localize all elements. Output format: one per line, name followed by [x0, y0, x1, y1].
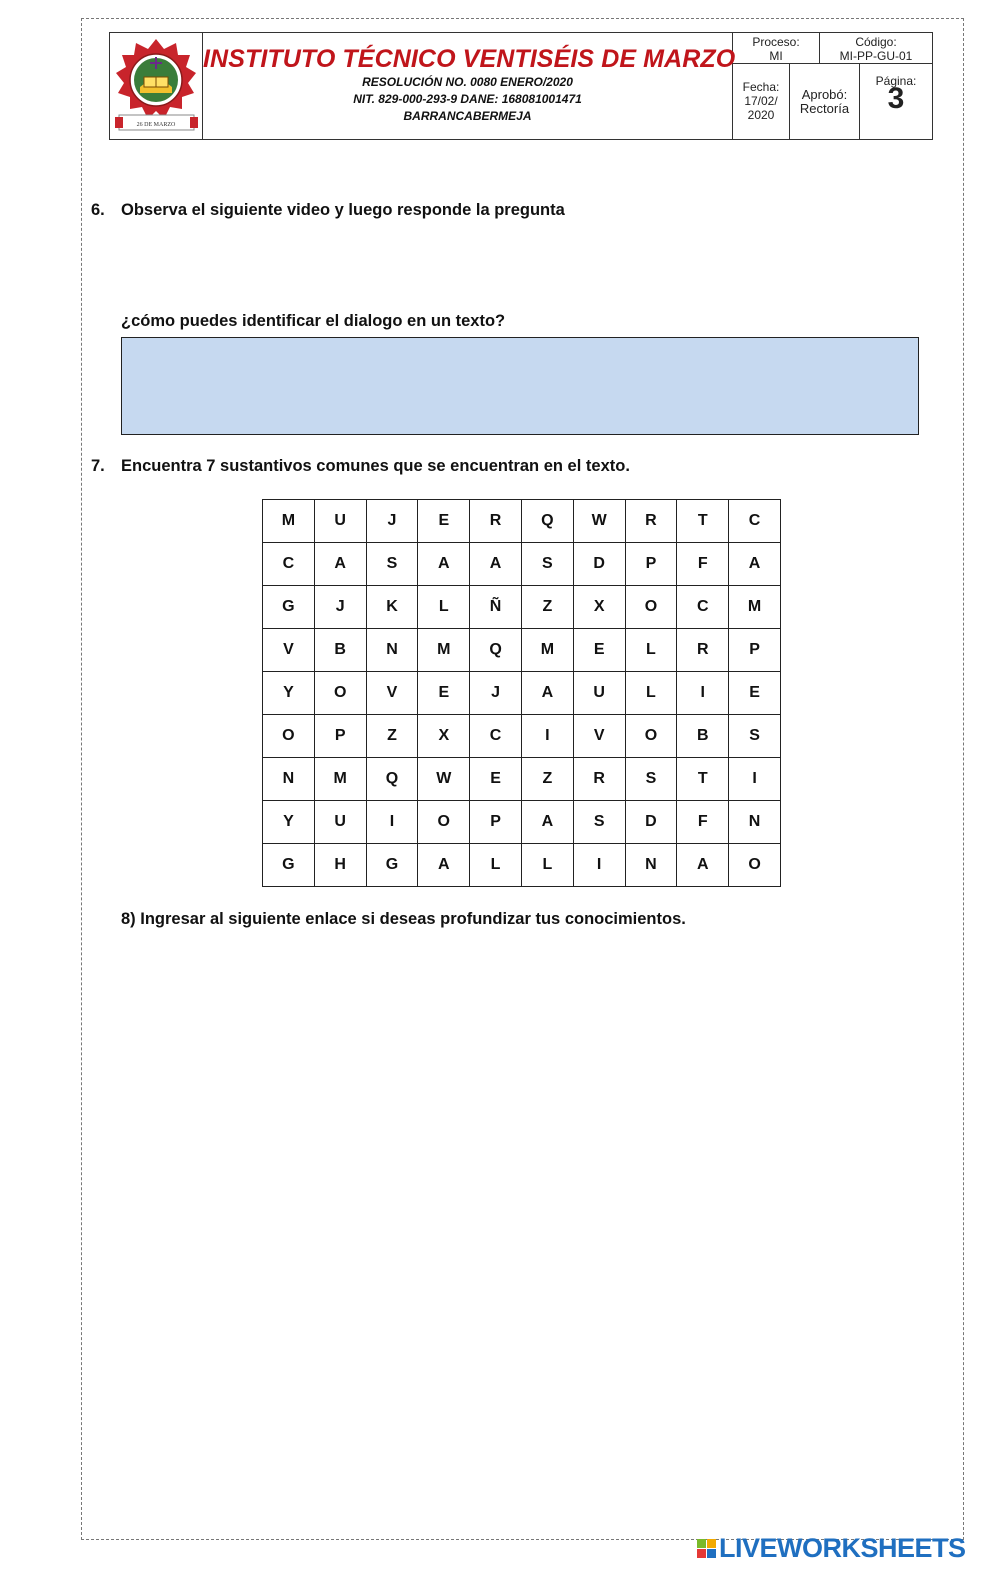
proceso-cell — [733, 33, 820, 64]
grid-cell[interactable]: L — [625, 629, 677, 672]
grid-cell[interactable]: M — [418, 629, 470, 672]
city-text: BARRANCABERMEJA — [403, 109, 532, 123]
fecha-cell — [733, 64, 790, 139]
grid-cell[interactable]: Q — [470, 629, 522, 672]
document-header — [109, 32, 933, 140]
grid-row — [263, 715, 781, 758]
grid-cell[interactable]: C — [729, 500, 781, 543]
grid-cell[interactable]: V — [366, 672, 418, 715]
grid-cell[interactable]: S — [521, 543, 573, 586]
grid-cell[interactable]: P — [470, 801, 522, 844]
question-6-number: 6. — [91, 201, 105, 219]
grid-cell[interactable]: O — [263, 715, 315, 758]
institution-name: INSTITUTO TÉCNICO VENTISÉIS DE MARZO — [203, 45, 736, 73]
grid-row — [263, 500, 781, 543]
grid-cell[interactable]: L — [625, 672, 677, 715]
fecha-label: Fecha: — [742, 80, 780, 94]
grid-cell[interactable]: T — [677, 758, 729, 801]
grid-cell[interactable]: M — [314, 758, 366, 801]
grid-cell[interactable]: A — [418, 844, 470, 887]
grid-cell[interactable]: Q — [366, 758, 418, 801]
grid-cell[interactable]: T — [677, 500, 729, 543]
grid-row — [263, 844, 781, 887]
grid-cell[interactable]: L — [418, 586, 470, 629]
grid-cell[interactable]: I — [677, 672, 729, 715]
proceso-label: Proceso: — [752, 35, 800, 49]
grid-cell[interactable]: J — [314, 586, 366, 629]
grid-cell[interactable]: O — [625, 586, 677, 629]
grid-cell[interactable]: G — [366, 844, 418, 887]
grid-cell[interactable]: S — [729, 715, 781, 758]
grid-cell[interactable]: S — [573, 801, 625, 844]
grid-cell[interactable]: P — [729, 629, 781, 672]
word-search-grid — [262, 499, 781, 887]
grid-cell[interactable]: C — [677, 586, 729, 629]
grid-row — [263, 758, 781, 801]
grid-cell[interactable]: A — [521, 801, 573, 844]
grid-cell[interactable]: U — [573, 672, 625, 715]
answer-input[interactable] — [121, 337, 919, 435]
grid-cell[interactable]: C — [263, 543, 315, 586]
brand-logo-icon — [697, 1539, 716, 1558]
grid-cell[interactable]: G — [263, 844, 315, 887]
nit-dane-text: NIT. 829-000-293-9 DANE: 168081001471 — [353, 92, 582, 106]
question-6 — [91, 201, 565, 220]
grid-cell[interactable]: A — [418, 543, 470, 586]
grid-cell[interactable]: U — [314, 801, 366, 844]
grid-cell[interactable]: E — [573, 629, 625, 672]
grid-cell[interactable]: P — [625, 543, 677, 586]
aprobo-value: Rectoría — [799, 101, 850, 116]
grid-cell[interactable]: I — [366, 801, 418, 844]
codigo-cell — [820, 33, 932, 64]
pagina-label: Página: — [875, 74, 917, 88]
grid-cell[interactable]: S — [625, 758, 677, 801]
question-8: 8) Ingresar al siguiente enlace si deseas profundizar tus conocimientos. — [121, 910, 686, 928]
grid-cell[interactable]: F — [677, 543, 729, 586]
grid-cell[interactable]: U — [314, 500, 366, 543]
question-6-text: Observa el siguiente video y luego responde la pregunta — [121, 201, 565, 219]
grid-cell[interactable]: A — [729, 543, 781, 586]
grid-cell[interactable]: E — [470, 758, 522, 801]
grid-cell[interactable]: N — [263, 758, 315, 801]
grid-cell[interactable]: Ñ — [470, 586, 522, 629]
grid-cell[interactable]: J — [470, 672, 522, 715]
question-6-prompt: ¿cómo puedes identificar el dialogo en un texto? — [121, 312, 506, 330]
grid-cell[interactable]: N — [729, 801, 781, 844]
proceso-value: MI — [769, 49, 783, 63]
grid-cell[interactable]: O — [729, 844, 781, 887]
grid-cell[interactable]: M — [521, 629, 573, 672]
liveworksheets-brand[interactable] — [697, 1533, 966, 1563]
grid-row — [263, 586, 781, 629]
grid-cell[interactable]: R — [625, 500, 677, 543]
codigo-value: MI-PP-GU-01 — [839, 49, 913, 63]
grid-cell[interactable]: D — [625, 801, 677, 844]
grid-cell[interactable]: H — [314, 844, 366, 887]
grid-cell[interactable]: E — [418, 500, 470, 543]
grid-cell[interactable]: Y — [263, 672, 315, 715]
grid-cell[interactable]: Q — [521, 500, 573, 543]
grid-cell[interactable]: J — [366, 500, 418, 543]
brand-text: LIVEWORKSHEETS — [719, 1532, 966, 1563]
grid-cell[interactable]: D — [573, 543, 625, 586]
grid-row — [263, 801, 781, 844]
grid-cell[interactable]: I — [521, 715, 573, 758]
grid-cell[interactable]: W — [418, 758, 470, 801]
grid-cell[interactable]: O — [314, 672, 366, 715]
grid-cell[interactable]: Z — [521, 586, 573, 629]
resolution-text: RESOLUCIÓN NO. 0080 ENERO/2020 — [362, 75, 573, 89]
grid-cell[interactable]: X — [418, 715, 470, 758]
school-crest-icon — [110, 33, 203, 139]
grid-cell[interactable]: N — [625, 844, 677, 887]
grid-cell[interactable]: L — [521, 844, 573, 887]
grid-cell[interactable]: P — [314, 715, 366, 758]
grid-row — [263, 629, 781, 672]
title-block — [203, 33, 736, 139]
fecha-line1: 17/02/ — [744, 94, 778, 108]
grid-cell[interactable]: G — [263, 586, 315, 629]
grid-cell[interactable]: K — [366, 586, 418, 629]
aprobo-label: Aprobó: — [801, 87, 848, 102]
grid-cell[interactable]: O — [418, 801, 470, 844]
grid-cell[interactable]: C — [470, 715, 522, 758]
grid-cell[interactable]: I — [573, 844, 625, 887]
question-7-text: Encuentra 7 sustantivos comunes que se encuentran en el texto. — [121, 457, 630, 475]
grid-cell[interactable]: V — [263, 629, 315, 672]
question-7 — [91, 457, 630, 476]
grid-cell[interactable]: F — [677, 801, 729, 844]
grid-cell[interactable]: V — [573, 715, 625, 758]
aprobo-cell — [790, 64, 860, 139]
grid-cell[interactable]: Z — [366, 715, 418, 758]
question-7-number: 7. — [91, 457, 105, 475]
grid-cell[interactable]: M — [263, 500, 315, 543]
grid-cell[interactable]: B — [314, 629, 366, 672]
grid-cell[interactable]: O — [625, 715, 677, 758]
grid-cell[interactable]: E — [729, 672, 781, 715]
grid-cell[interactable]: Z — [521, 758, 573, 801]
codigo-label: Código: — [855, 35, 897, 49]
pagina-cell — [860, 64, 932, 139]
grid-cell[interactable]: Y — [263, 801, 315, 844]
grid-cell[interactable]: E — [418, 672, 470, 715]
grid-cell[interactable]: A — [677, 844, 729, 887]
grid-cell[interactable]: A — [521, 672, 573, 715]
grid-cell[interactable]: B — [677, 715, 729, 758]
fecha-line2: 2020 — [747, 108, 775, 122]
logo-banner-text: 26 DE MARZO — [136, 122, 176, 128]
grid-cell[interactable]: R — [677, 629, 729, 672]
grid-row — [263, 672, 781, 715]
grid-cell[interactable]: L — [470, 844, 522, 887]
grid-cell[interactable]: X — [573, 586, 625, 629]
grid-row — [263, 543, 781, 586]
school-logo — [110, 33, 203, 139]
grid-cell[interactable]: A — [314, 543, 366, 586]
grid-cell[interactable]: R — [573, 758, 625, 801]
grid-cell[interactable]: A — [470, 543, 522, 586]
grid-cell[interactable]: S — [366, 543, 418, 586]
grid-cell[interactable]: W — [573, 500, 625, 543]
page-number: 3 — [887, 82, 905, 115]
grid-cell[interactable]: N — [366, 629, 418, 672]
grid-cell[interactable]: M — [729, 586, 781, 629]
grid-cell[interactable]: R — [470, 500, 522, 543]
grid-cell[interactable]: I — [729, 758, 781, 801]
